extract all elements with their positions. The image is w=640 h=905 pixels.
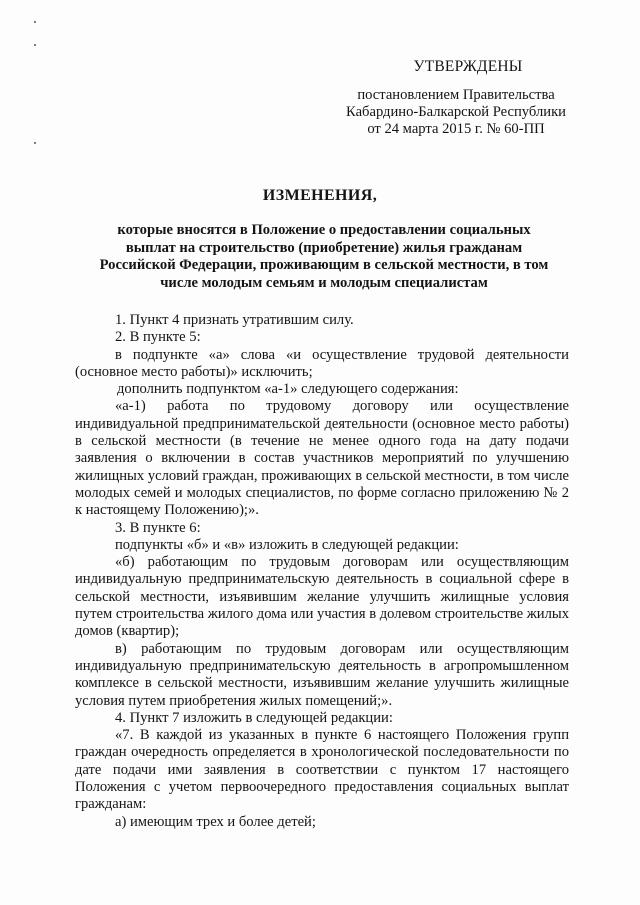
approval-line: постановлением Правительства <box>357 87 555 103</box>
document-body <box>75 312 569 831</box>
paragraph: 3. В пункте 6: <box>115 519 201 536</box>
paragraph: в) работающим по трудовым договорам или осуществляющим индивидуальную предпринимательскую деятельность в агропромышленном комплексе в сельской местности, изъявившим желание улучшить жилищные условия путем приобретения жилых помещений;». <box>75 640 569 709</box>
scan-speck <box>34 21 36 23</box>
approval-line: Кабардино-Балкарской Республики <box>346 104 566 120</box>
paragraph: в подпункте «а» слова «и осуществление трудовой деятельности (основное место работы)» исключить; <box>75 346 569 380</box>
approval-block <box>322 58 590 138</box>
paragraph: «а-1) работа по трудовому договору или осуществление индивидуальной предпринимательской деятельности (основное место работы) в сельской местности (в течение не менее одного года на дату подачи заявления о включении в состав участников мероприятий по улучшению жилищных условий граждан, проживающих в сельской местности, в том числе молодых семей и молодых специалистов, по форме согласно приложению № 2 к настоящему Положению);». <box>75 398 569 519</box>
paragraph: «б) работающим по трудовым договорам или осуществляющим индивидуальную предпринимательскую деятельность в социальной сфере в сельской местности, изъявившим желание улучшить жилищные условия путем строительства жилого дома или участия в долевом строительстве жилых домов (квартир); <box>75 554 570 640</box>
paragraph: а) имеющим трех и более детей; <box>115 813 316 830</box>
document-subtitle: которые вносятся в Положение о предоставлении социальных выплат на строительство (приобретение) жилья гражданам Российской Федерации, проживающим в сельской местности, в том числе молодым семьям и молодым специалистам <box>99 222 549 291</box>
approval-heading: УТВЕРЖДЕНЫ <box>413 58 523 75</box>
scan-speck <box>34 44 36 46</box>
paragraph: 1. Пункт 4 признать утратившим силу. <box>115 312 354 328</box>
approval-line: от 24 марта 2015 г. № 60-ПП <box>367 121 545 137</box>
paragraph: подпункты «б» и «в» изложить в следующей редакции: <box>115 536 459 553</box>
paragraph: «7. В каждой из указанных в пункте 6 настоящего Положения групп граждан очередность определяется в хронологической последовательности по дате подачи ими заявления в соответствии с пунктом 17 настоящего Положения с учетом первоочередного предоставления социальных выплат гражданам: <box>75 727 569 813</box>
scan-speck <box>34 142 36 144</box>
paragraph: 2. В пункте 5: <box>115 329 201 346</box>
paragraph: 4. Пункт 7 изложить в следующей редакции: <box>115 709 393 726</box>
paragraph: дополнить подпунктом «а-1» следующего содержания: <box>117 381 459 398</box>
document-title: ИЗМЕНЕНИЯ, <box>262 187 378 204</box>
